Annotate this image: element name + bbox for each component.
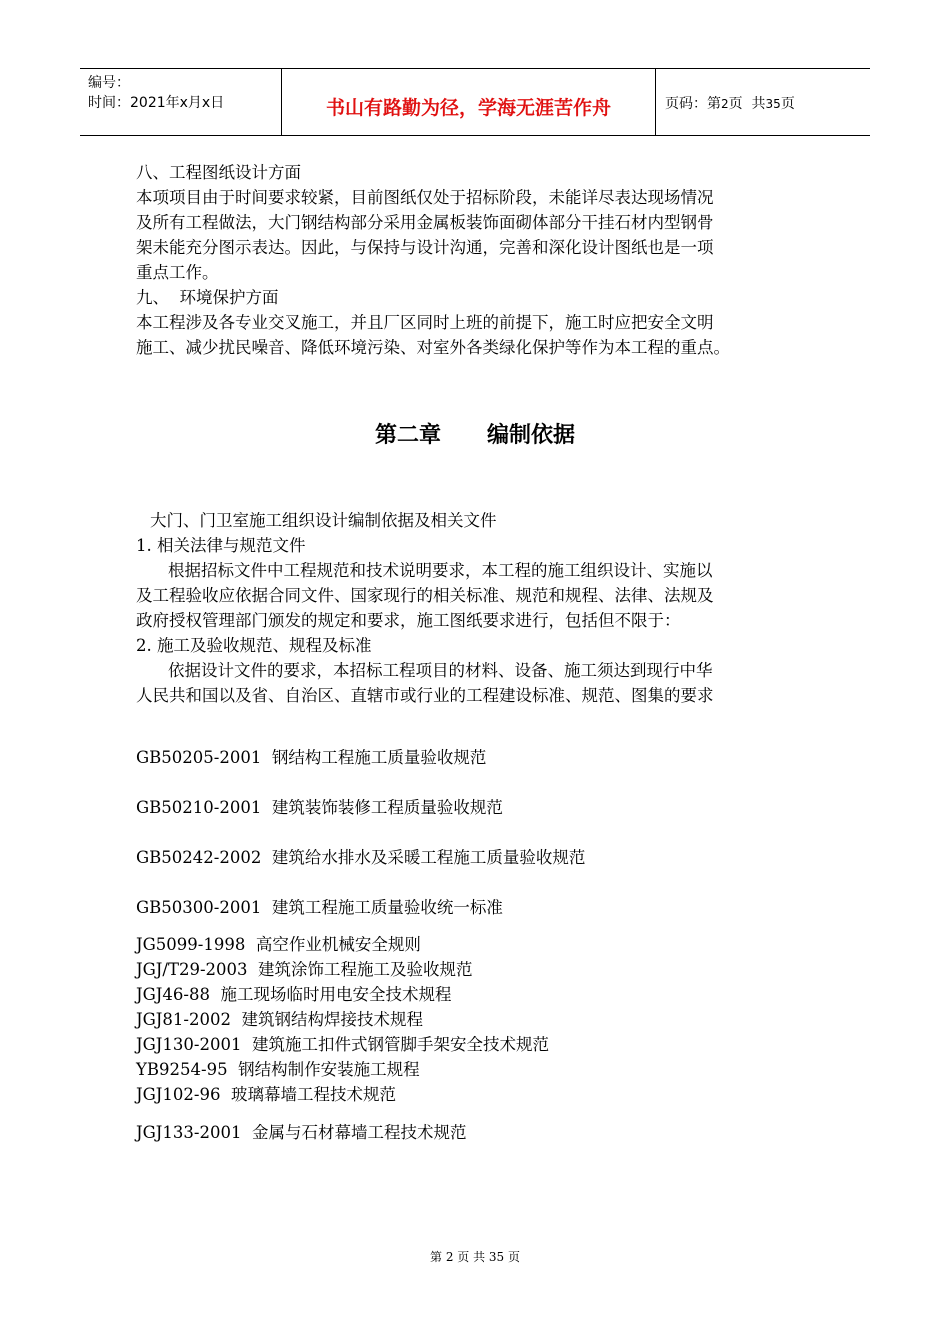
chapter-number: 第二章 <box>374 423 441 448</box>
standard-item: JGJ/T29-2003 建筑涂饰工程施工及验收规范 <box>136 960 473 979</box>
item1-line: 根据招标文件中工程规范和技术说明要求，本工程的施工组织设计、实施以 <box>168 561 713 580</box>
standard-item: GB50210-2001 建筑装饰装修工程质量验收规范 <box>136 798 503 817</box>
standard-item: GB50300-2001 建筑工程施工质量验收统一标准 <box>136 898 503 917</box>
item1-title: 1. 相关法律与规范文件 <box>136 536 306 555</box>
page-header <box>80 68 870 136</box>
item1-line: 政府授权管理部门颁发的规定和要求，施工图纸要求进行，包括但不限于： <box>136 611 681 630</box>
page-mid: 页 共 <box>728 96 766 112</box>
standard-item: JGJ102-96 玻璃幕墙工程技术规范 <box>136 1085 396 1104</box>
item2-line: 依据设计文件的要求，本招标工程项目的材料、设备、施工须达到现行中华 <box>168 661 713 680</box>
standard-item: JGJ130-2001 建筑施工扣件式钢管脚手架安全技术规范 <box>136 1035 549 1054</box>
section9-line: 本工程涉及各专业交叉施工，并且厂区同时上班的前提下，施工时应把安全文明 <box>136 313 714 332</box>
standard-item: YB9254-95 钢结构制作安装施工规程 <box>136 1060 420 1079</box>
chapter-heading <box>0 418 950 449</box>
chapter-intro: 大门、门卫室施工组织设计编制依据及相关文件 <box>150 511 497 530</box>
standard-item: GB50242-2002 建筑给水排水及采暖工程施工质量验收规范 <box>136 848 586 867</box>
section8-line: 重点工作。 <box>136 263 219 282</box>
section8-line: 架未能充分图示表达。因此，与保持与设计沟通，完善和深化设计图纸也是一项 <box>136 238 714 257</box>
section8-line: 本项项目由于时间要求较紧，目前图纸仅处于招标阶段，未能详尽表达现场情况 <box>136 188 714 207</box>
section9-title: 九、 环境保护方面 <box>136 288 279 307</box>
header-meta-cell <box>80 69 282 135</box>
page-suffix: 页 <box>780 96 795 112</box>
section8-line: 及所有工程做法，大门钢结构部分采用金属板装饰面砌体部分干挂石材内型钢骨 <box>136 213 714 232</box>
chapter-title: 编制依据 <box>487 423 576 448</box>
standard-item: JGJ81-2002 建筑钢结构焊接技术规程 <box>136 1010 423 1029</box>
standard-item: JGJ133-2001 金属与石材幕墙工程技术规范 <box>136 1123 467 1142</box>
standard-item: GB50205-2001 钢结构工程施工质量验收规范 <box>136 748 487 767</box>
page-total: 35 <box>765 97 781 111</box>
item1-line: 及工程验收应依据合同文件、国家现行的相关标准、规范和规程、法律、法规及 <box>136 586 714 605</box>
standard-item: JG5099-1998 高空作业机械安全规则 <box>136 935 421 954</box>
item2-line: 人民共和国以及省、自治区、直辖市或行业的工程建设标准、规范、图集的要求 <box>136 686 714 705</box>
page-footer: 第 2 页 共 35 页 <box>430 1250 520 1264</box>
item2-title: 2. 施工及验收规范、规程及标准 <box>136 636 372 655</box>
standard-item: JGJ46-88 施工现场临时用电安全技术规程 <box>136 985 452 1004</box>
section9-line: 施工、减少扰民噪音、降低环境污染、对室外各类绿化保护等作为本工程的重点。 <box>136 338 730 357</box>
header-motto: 书山有路勤为径，学海无涯苦作舟 <box>282 69 656 135</box>
page-number: 2 <box>721 97 729 111</box>
header-page-info <box>656 69 870 135</box>
header-time-label: 时间：2021年x月x日 <box>88 95 225 111</box>
page-prefix: 页码：第 <box>665 96 721 112</box>
header-code-label: 编号： <box>88 75 130 91</box>
section8-title: 八、工程图纸设计方面 <box>136 163 301 182</box>
